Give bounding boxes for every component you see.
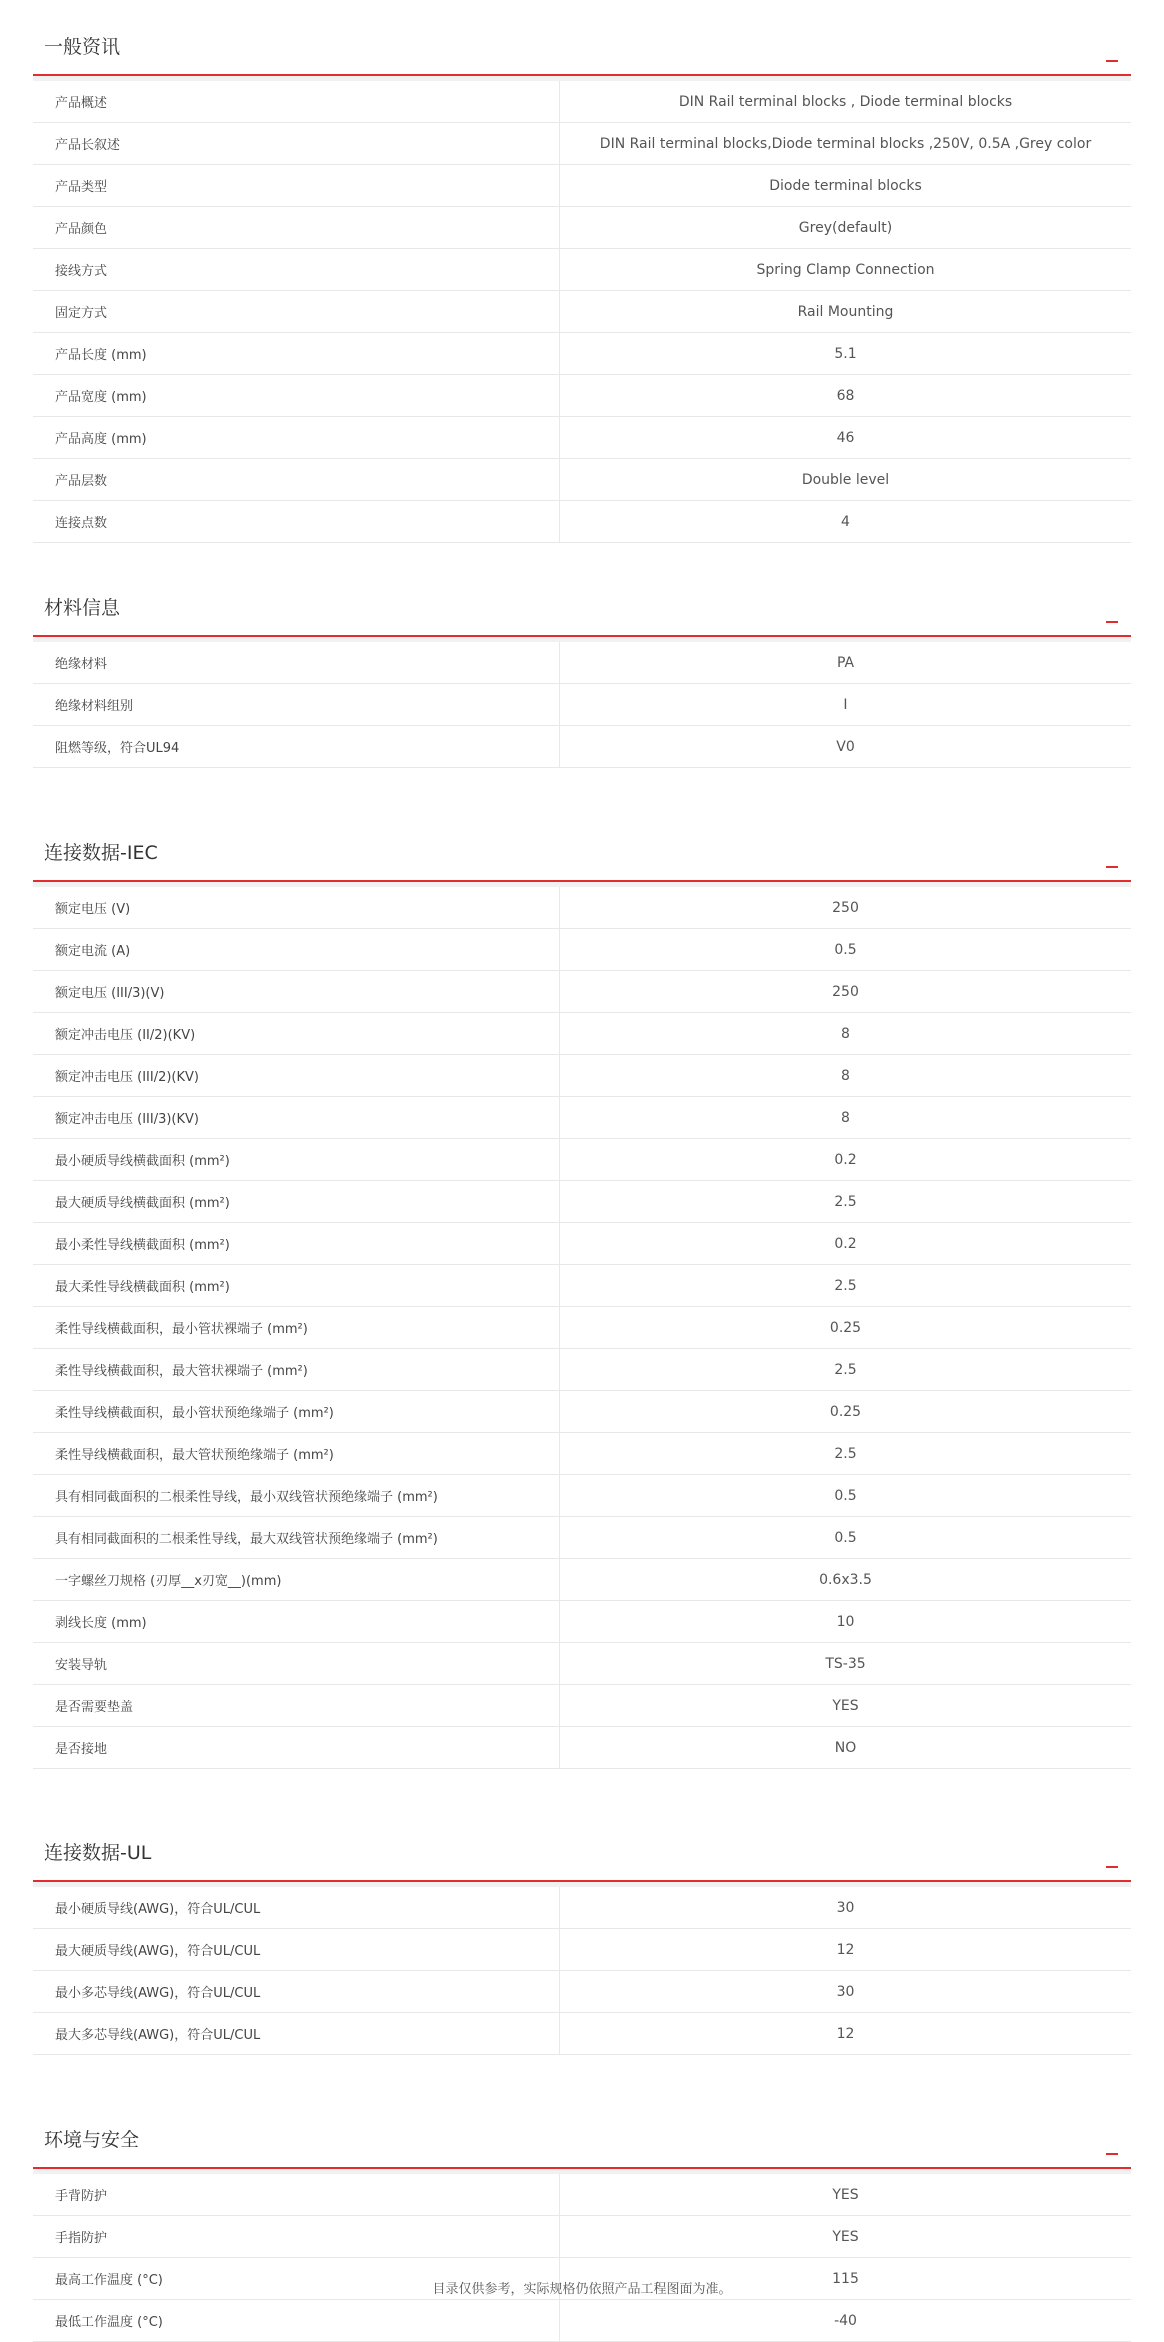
spec-value: 4 bbox=[841, 513, 850, 530]
spec-label: 是否需要垫盖 bbox=[33, 1685, 560, 1726]
spec-label: 具有相同截面积的二根柔性导线，最大双线管状预绝缘端子 (mm²) bbox=[33, 1517, 560, 1558]
table-row bbox=[33, 887, 1131, 929]
section-header bbox=[33, 824, 1131, 882]
spec-label: 手背防护 bbox=[33, 2174, 560, 2215]
table-row bbox=[33, 1013, 1131, 1055]
section-connection-ul bbox=[33, 1824, 1131, 2055]
section-title: 材料信息 bbox=[44, 597, 121, 619]
collapse-minus-icon[interactable] bbox=[1106, 866, 1118, 868]
spec-value: Diode terminal blocks bbox=[769, 177, 922, 194]
spec-value: 0.25 bbox=[829, 1319, 862, 1336]
spec-label: 最小硬质导线(AWG)，符合UL/CUL bbox=[33, 1887, 560, 1928]
section-header bbox=[33, 579, 1131, 637]
spec-value: 0.5 bbox=[834, 1487, 857, 1504]
table-row bbox=[33, 2300, 1131, 2342]
spec-label: 具有相同截面积的二根柔性导线，最小双线管状预绝缘端子 (mm²) bbox=[33, 1475, 560, 1516]
spec-label: 产品长度 (mm) bbox=[33, 333, 560, 374]
spec-label: 最大多芯导线(AWG)，符合UL/CUL bbox=[33, 2013, 560, 2054]
spec-value: 68 bbox=[836, 387, 855, 404]
spec-value: 0.6x3.5 bbox=[819, 1571, 872, 1588]
table-row bbox=[33, 1139, 1131, 1181]
spec-value: Spring Clamp Connection bbox=[756, 261, 935, 278]
spec-value: 12 bbox=[836, 1941, 855, 1958]
table-row bbox=[33, 501, 1131, 543]
spec-table bbox=[33, 882, 1131, 1769]
table-row bbox=[33, 971, 1131, 1013]
spec-label: 产品概述 bbox=[33, 81, 560, 122]
spec-table bbox=[33, 76, 1131, 543]
spec-label: 绝缘材料组别 bbox=[33, 684, 560, 725]
collapse-minus-icon[interactable] bbox=[1106, 621, 1118, 623]
spec-value: YES bbox=[832, 2228, 859, 2245]
spec-value: 8 bbox=[841, 1067, 850, 1084]
spec-label: 额定冲击电压 (III/2)(KV) bbox=[33, 1055, 560, 1096]
spec-value: 2.5 bbox=[834, 1361, 857, 1378]
table-row bbox=[33, 459, 1131, 501]
section-title: 一般资讯 bbox=[44, 36, 121, 58]
table-row bbox=[33, 2013, 1131, 2055]
table-row bbox=[33, 1559, 1131, 1601]
table-row bbox=[33, 2216, 1131, 2258]
spec-label: 剥线长度 (mm) bbox=[33, 1601, 560, 1642]
spec-label: 产品类型 bbox=[33, 165, 560, 206]
spec-label: 最低工作温度 (°C) bbox=[33, 2300, 560, 2341]
spec-label: 产品颜色 bbox=[33, 207, 560, 248]
spec-label: 柔性导线横截面积，最大管状预绝缘端子 (mm²) bbox=[33, 1433, 560, 1474]
spec-value: DIN Rail terminal blocks , Diode terminal blocks bbox=[678, 93, 1013, 110]
spec-value: 0.2 bbox=[834, 1151, 857, 1168]
table-row bbox=[33, 684, 1131, 726]
table-row bbox=[33, 1433, 1131, 1475]
section-connection-iec bbox=[33, 824, 1131, 1769]
spec-value: Double level bbox=[801, 471, 890, 488]
table-row bbox=[33, 1055, 1131, 1097]
spec-label: 固定方式 bbox=[33, 291, 560, 332]
spec-value: 115 bbox=[832, 2270, 859, 2287]
table-row bbox=[33, 249, 1131, 291]
section-title: 环境与安全 bbox=[44, 2129, 140, 2151]
footnote: 目录仅供参考，实际规格仍依照产品工程图面为准。 bbox=[432, 2282, 732, 2297]
spec-value: 0.25 bbox=[829, 1403, 862, 1420]
spec-value: 250 bbox=[832, 983, 859, 1000]
spec-label: 产品宽度 (mm) bbox=[33, 375, 560, 416]
spec-value: 30 bbox=[836, 1899, 855, 1916]
spec-value: Rail Mounting bbox=[797, 303, 894, 320]
spec-value: 5.1 bbox=[834, 345, 857, 362]
spec-value: 0.5 bbox=[834, 941, 857, 958]
spec-label: 连接点数 bbox=[33, 501, 560, 542]
spec-label: 额定电压 (V) bbox=[33, 887, 560, 928]
spec-label: 额定电压 (III/3)(V) bbox=[33, 971, 560, 1012]
table-row bbox=[33, 1727, 1131, 1769]
spec-label: 一字螺丝刀规格 (刃厚__x刃宽__)(mm) bbox=[33, 1559, 560, 1600]
table-row bbox=[33, 1887, 1131, 1929]
table-row bbox=[33, 1265, 1131, 1307]
section-header bbox=[33, 1824, 1131, 1882]
spec-table bbox=[33, 637, 1131, 768]
table-row bbox=[33, 1971, 1131, 2013]
table-row bbox=[33, 726, 1131, 768]
spec-value: 30 bbox=[836, 1983, 855, 2000]
spec-value: TS-35 bbox=[825, 1655, 866, 1672]
table-row bbox=[33, 1223, 1131, 1265]
spec-value: YES bbox=[832, 1697, 859, 1714]
table-row bbox=[33, 1349, 1131, 1391]
table-row bbox=[33, 642, 1131, 684]
spec-label: 手指防护 bbox=[33, 2216, 560, 2257]
spec-value: NO bbox=[834, 1739, 857, 1756]
spec-label: 最大硬质导线(AWG)，符合UL/CUL bbox=[33, 1929, 560, 1970]
table-row bbox=[33, 1475, 1131, 1517]
spec-value: 8 bbox=[841, 1109, 850, 1126]
spec-label: 柔性导线横截面积，最小管状裸端子 (mm²) bbox=[33, 1307, 560, 1348]
spec-value: 2.5 bbox=[834, 1277, 857, 1294]
spec-label: 产品高度 (mm) bbox=[33, 417, 560, 458]
spec-label: 是否接地 bbox=[33, 1727, 560, 1768]
table-row bbox=[33, 1517, 1131, 1559]
spec-label: 最小多芯导线(AWG)，符合UL/CUL bbox=[33, 1971, 560, 2012]
spec-value: 10 bbox=[836, 1613, 855, 1630]
table-row bbox=[33, 1391, 1131, 1433]
section-header bbox=[33, 18, 1131, 76]
section-environment-safety bbox=[33, 2111, 1131, 2342]
spec-label: 最大柔性导线横截面积 (mm²) bbox=[33, 1265, 560, 1306]
spec-label: 接线方式 bbox=[33, 249, 560, 290]
table-row bbox=[33, 333, 1131, 375]
spec-label: 安装导轨 bbox=[33, 1643, 560, 1684]
spec-label: 最小硬质导线横截面积 (mm²) bbox=[33, 1139, 560, 1180]
spec-value: 2.5 bbox=[834, 1445, 857, 1462]
table-row bbox=[33, 929, 1131, 971]
table-row bbox=[33, 1307, 1131, 1349]
spec-value: YES bbox=[832, 2186, 859, 2203]
table-row bbox=[33, 207, 1131, 249]
spec-table bbox=[33, 1882, 1131, 2055]
spec-label: 阻燃等级，符合UL94 bbox=[33, 726, 560, 767]
spec-label: 额定冲击电压 (III/3)(KV) bbox=[33, 1097, 560, 1138]
spec-label: 额定冲击电压 (II/2)(KV) bbox=[33, 1013, 560, 1054]
spec-value: I bbox=[843, 696, 848, 713]
collapse-minus-icon[interactable] bbox=[1106, 1866, 1118, 1868]
spec-label: 产品层数 bbox=[33, 459, 560, 500]
spec-value: -40 bbox=[834, 2312, 857, 2329]
spec-label: 最大硬质导线横截面积 (mm²) bbox=[33, 1181, 560, 1222]
table-row bbox=[33, 375, 1131, 417]
spec-value: 8 bbox=[841, 1025, 850, 1042]
table-row bbox=[33, 291, 1131, 333]
section-title: 连接数据-UL bbox=[44, 1842, 152, 1864]
section-general-info bbox=[33, 18, 1131, 543]
spec-label: 绝缘材料 bbox=[33, 642, 560, 683]
table-row bbox=[33, 81, 1131, 123]
spec-table bbox=[33, 2169, 1131, 2342]
collapse-minus-icon[interactable] bbox=[1106, 2153, 1118, 2155]
spec-value: 0.5 bbox=[834, 1529, 857, 1546]
spec-value: 0.2 bbox=[834, 1235, 857, 1252]
spec-value: 12 bbox=[836, 2025, 855, 2042]
spec-label: 柔性导线横截面积，最小管状预绝缘端子 (mm²) bbox=[33, 1391, 560, 1432]
table-row bbox=[33, 2174, 1131, 2216]
spec-label: 柔性导线横截面积，最大管状裸端子 (mm²) bbox=[33, 1349, 560, 1390]
spec-value: DIN Rail terminal blocks,Diode terminal blocks ,250V, 0.5A ,Grey color bbox=[599, 135, 1092, 152]
section-header bbox=[33, 2111, 1131, 2169]
section-material-info bbox=[33, 579, 1131, 768]
table-row bbox=[33, 1601, 1131, 1643]
spec-label: 额定电流 (A) bbox=[33, 929, 560, 970]
table-row bbox=[33, 1643, 1131, 1685]
spec-value: 2.5 bbox=[834, 1193, 857, 1210]
spec-value: 250 bbox=[832, 899, 859, 916]
spec-value: 46 bbox=[836, 429, 855, 446]
spec-value: PA bbox=[836, 654, 855, 671]
table-row bbox=[33, 417, 1131, 459]
spec-value: Grey(default) bbox=[798, 219, 893, 236]
table-row bbox=[33, 123, 1131, 165]
collapse-minus-icon[interactable] bbox=[1106, 60, 1118, 62]
spec-label: 最小柔性导线横截面积 (mm²) bbox=[33, 1223, 560, 1264]
section-title: 连接数据-IEC bbox=[44, 842, 158, 864]
table-row bbox=[33, 165, 1131, 207]
spec-label: 产品长叙述 bbox=[33, 123, 560, 164]
spec-value: V0 bbox=[836, 738, 855, 755]
table-row bbox=[33, 1097, 1131, 1139]
table-row bbox=[33, 1181, 1131, 1223]
table-row bbox=[33, 1685, 1131, 1727]
spec-label: 最高工作温度 (°C) bbox=[33, 2258, 560, 2299]
table-row bbox=[33, 1929, 1131, 1971]
